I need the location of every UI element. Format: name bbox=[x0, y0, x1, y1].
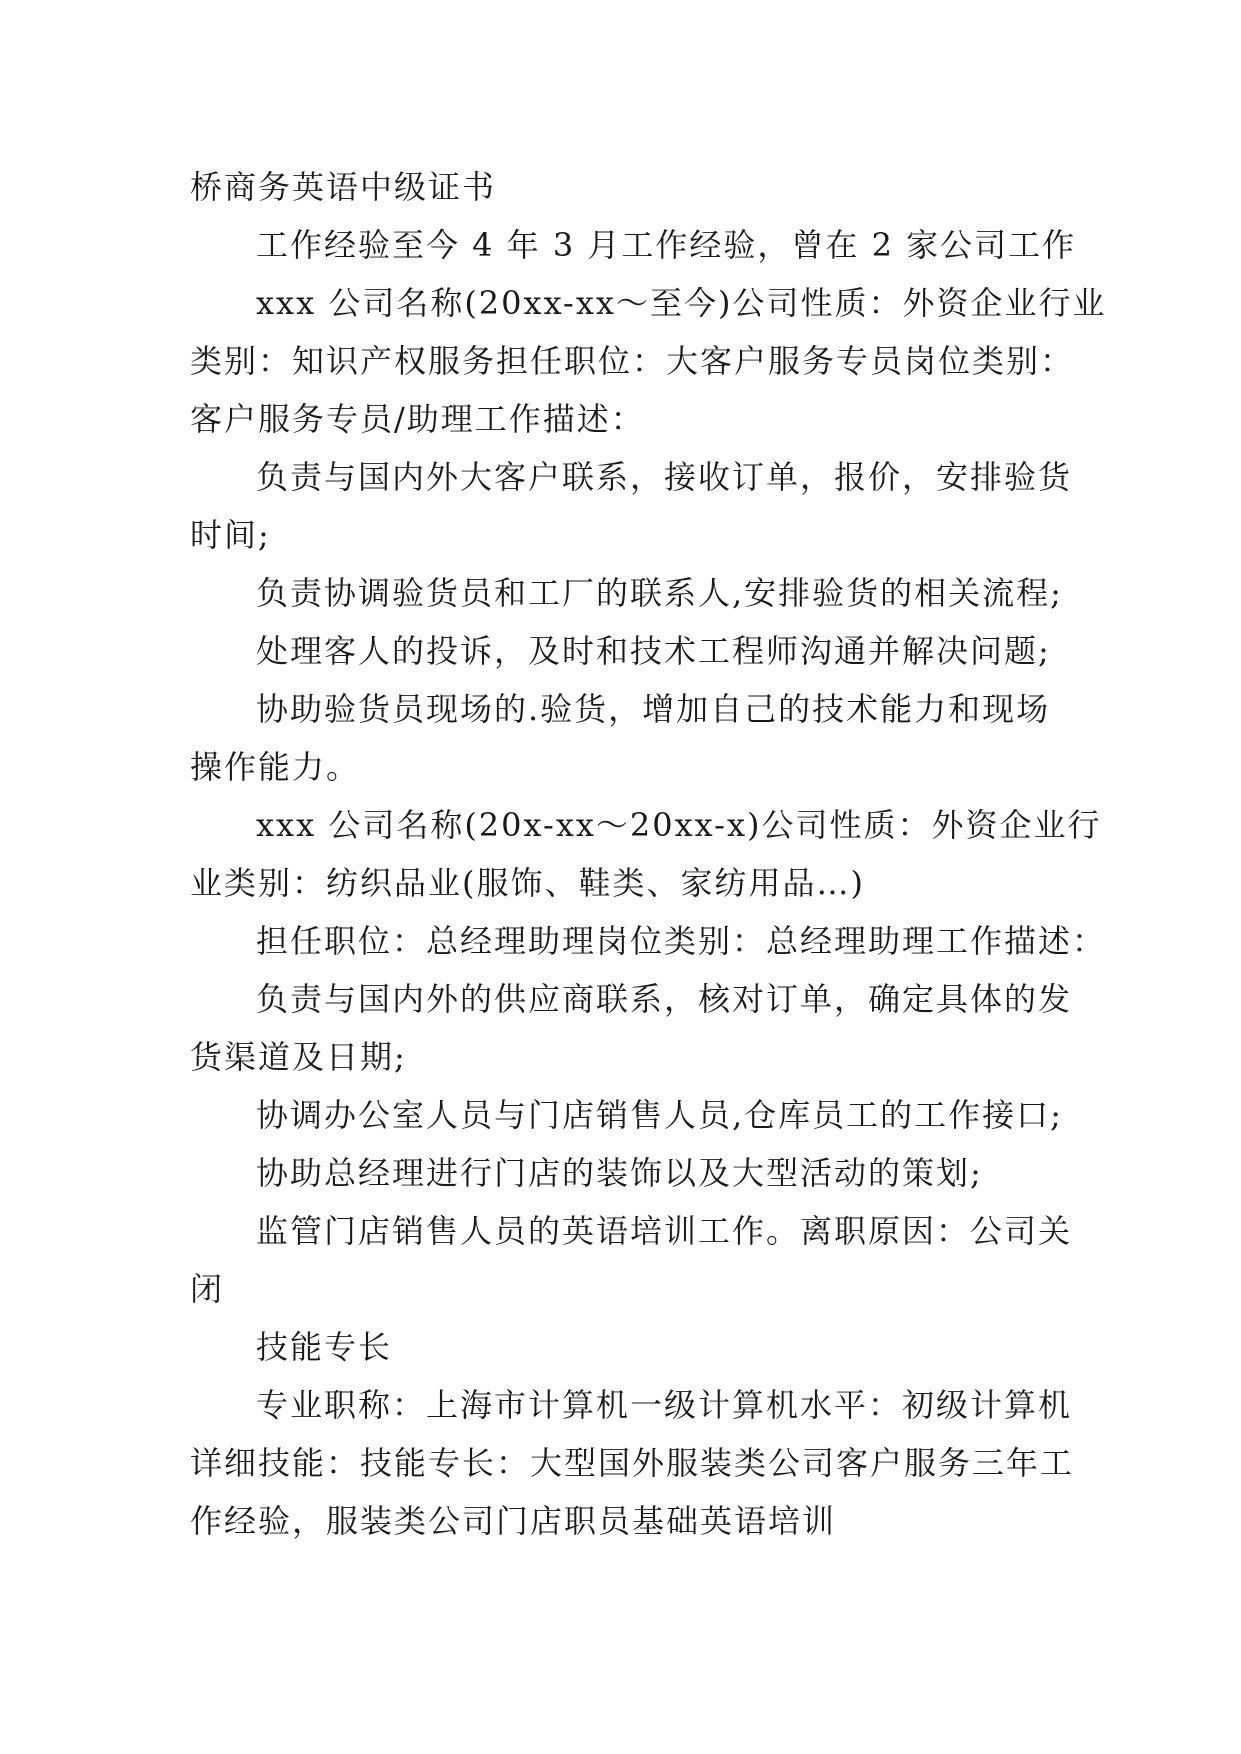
document-body bbox=[190, 158, 1107, 1550]
text-line: 业类别：纺织品业(服饰、鞋类、家纺用品…) bbox=[190, 864, 865, 902]
text-line: xxx 公司名称(20xx-xx～至今)公司性质：外资企业行业 bbox=[256, 284, 1107, 322]
text-line: 监管门店销售人员的英语培训工作。离职原因：公司关 bbox=[256, 1212, 1073, 1250]
text-line: 操作能力。 bbox=[190, 748, 361, 786]
text-line: 作经验，服装类公司门店职员基础英语培训 bbox=[190, 1502, 837, 1540]
text-line: 详细技能：技能专长：大型国外服装类公司客户服务三年工 bbox=[190, 1444, 1075, 1482]
text-line: 协调办公室人员与门店销售人员,仓库员工的工作接口; bbox=[256, 1096, 1063, 1134]
section-heading: 技能专长 bbox=[256, 1328, 393, 1366]
text-line: 工作经验至今 4 年 3 月工作经验，曾在 2 家公司工作 bbox=[256, 226, 1077, 264]
text-line: 负责与国内外的供应商联系，核对订单，确定具体的发 bbox=[256, 980, 1073, 1018]
text-line: 负责与国内外大客户联系，接收订单，报价，安排验货 bbox=[256, 458, 1073, 496]
text-line: 担任职位：总经理助理岗位类别：总经理助理工作描述： bbox=[256, 922, 1107, 960]
text-line: 负责协调验货员和工厂的联系人,安排验货的相关流程; bbox=[256, 574, 1063, 612]
text-line: 时间; bbox=[190, 516, 271, 554]
text-line: 闭 bbox=[190, 1270, 225, 1308]
text-line: 桥商务英语中级证书 bbox=[190, 168, 497, 206]
text-line: 客户服务专员/助理工作描述： bbox=[190, 400, 645, 438]
text-line: 货渠道及日期; bbox=[190, 1038, 407, 1076]
text-line: 类别：知识产权服务担任职位：大客户服务专员岗位类别： bbox=[190, 342, 1075, 380]
text-line: 专业职称：上海市计算机一级计算机水平：初级计算机 bbox=[256, 1386, 1073, 1424]
text-line: 处理客人的投诉，及时和技术工程师沟通并解决问题; bbox=[256, 632, 1051, 670]
text-line: xxx 公司名称(20x-xx～20xx-x)公司性质：外资企业行 bbox=[256, 806, 1102, 844]
text-line: 协助总经理进行门店的装饰以及大型活动的策划; bbox=[256, 1154, 983, 1192]
text-line: 协助验货员现场的.验货，增加自己的技术能力和现场 bbox=[256, 690, 1051, 728]
